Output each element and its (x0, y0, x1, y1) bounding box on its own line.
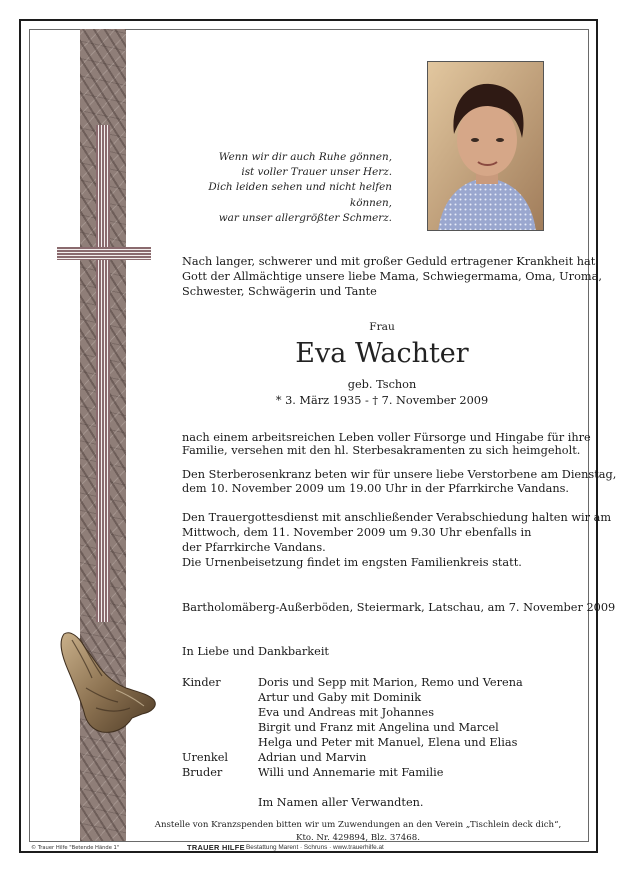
donation-note (150, 819, 566, 845)
body-line: Den Trauergottesdienst mit anschließender Verabschiedung halten wir am (182, 511, 612, 524)
poem-line: war unser allergrößter Schmerz. (218, 211, 392, 224)
poem-line: Dich leiden sehen und nicht helfen können, (208, 181, 392, 209)
praying-hands-icon (56, 628, 160, 736)
donation-note-line: Anstelle von Kranzspenden bitten wir um Zuwendungen an den Verein „Tischlein deck dich“, (154, 820, 562, 830)
body-line: Den Sterberosenkranz beten wir für unsere liebe Verstorbene am Dienstag, (182, 468, 617, 481)
portrait-image (428, 62, 544, 231)
maiden-name: geb. Tschon (347, 378, 417, 391)
family-member: Doris und Sepp mit Marion, Remo und Verena (258, 676, 523, 689)
life-dates: * 3. März 1935 - † 7. November 2009 (275, 394, 489, 407)
signoff-line: Im Namen aller Verwandten. (258, 796, 424, 809)
relation-label-bruder: Bruder (182, 766, 223, 779)
intro-line: Nach langer, schwerer und mit großer Geduld ertragener Krankheit hat (182, 255, 596, 268)
family-member: Eva und Andreas mit Johannes (258, 706, 435, 719)
intro-line: Schwester, Schwägerin und Tante (182, 285, 377, 298)
portrait-photo (427, 61, 544, 231)
poem-line: Wenn wir dir auch Ruhe gönnen, (218, 151, 392, 163)
body-line: der Pfarrkirche Vandans. (182, 541, 326, 554)
intro-line: Gott der Allmächtige unsere liebe Mama, Schwiegermama, Oma, Uroma, (182, 270, 602, 283)
closing-line: In Liebe und Dankbarkeit (182, 645, 329, 658)
cross-icon-horizontal (57, 247, 151, 260)
salutation: Frau (369, 321, 395, 333)
family-member: Birgit und Franz mit Angelina und Marcel (258, 721, 499, 734)
relation-label-kinder: Kinder (182, 676, 221, 689)
body-line: nach einem arbeitsreichen Leben voller Fürsorge und Hingabe für ihre (182, 431, 591, 444)
body-line: dem 10. November 2009 um 19.00 Uhr in der Pfarrkirche Vandans. (182, 482, 569, 495)
poem-line: ist voller Trauer unser Herz. (241, 166, 392, 179)
body-line: Die Urnenbeisetzung findet im engsten Familienkreis statt. (182, 556, 522, 569)
cross-icon-vertical (96, 125, 110, 622)
family-member: Adrian und Marvin (258, 751, 367, 764)
brand-subline[interactable]: Bestattung Marent · Schruns · www.trauerhilfe.at (246, 844, 384, 851)
relation-label-urenkel: Urenkel (182, 751, 229, 764)
memorial-poem (180, 150, 392, 226)
donation-note-line: Kto. Nr. 429894, Blz. 37468. (296, 833, 420, 843)
brand-logo: TRAUER HILFE (187, 843, 245, 852)
body-line: Familie, versehen mit den hl. Sterbesakramenten zu sich heimgeholt. (182, 444, 581, 457)
place-date: Bartholomäberg-Außerböden, Steiermark, Latschau, am 7. November 2009 (182, 601, 616, 614)
body-line: Mittwoch, dem 11. November 2009 um 9.30 Uhr ebenfalls in (182, 526, 532, 539)
family-member: Artur und Gaby mit Dominik (258, 691, 422, 704)
family-member: Willi und Annemarie mit Familie (258, 766, 444, 779)
image-credit: © Trauer Hilfe "Betende Hände 1" (31, 845, 120, 851)
deceased-name: Eva Wachter (295, 338, 469, 369)
family-member: Helga und Peter mit Manuel, Elena und Elias (258, 736, 518, 749)
